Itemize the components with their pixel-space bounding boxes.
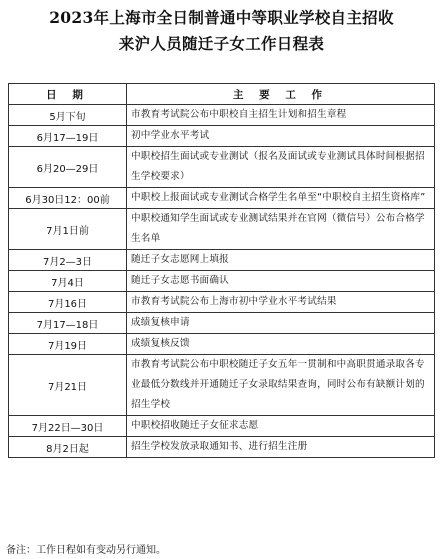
row-date: 7月1日前 [9, 209, 127, 250]
row-date: 8月2日起 [9, 437, 127, 458]
schedule-table [8, 83, 435, 458]
row-date: 7月16日 [9, 292, 127, 313]
row-date: 6月20—29日 [9, 147, 127, 188]
footnote: 备注：工作日程如有变动另行通知。 [6, 545, 166, 556]
row-date: 7月22日—30日 [9, 416, 127, 437]
row-work: 成绩复核反馈 [127, 334, 435, 355]
table-row [9, 105, 435, 126]
row-date: 6月17—19日 [9, 126, 127, 147]
row-work: 中职校上报面试或专业测试合格学生名单至“中职校自主招生资格库” [127, 188, 435, 209]
table-row [9, 147, 435, 188]
row-date: 6月30日12：00前 [9, 188, 127, 209]
row-date: 7月19日 [9, 334, 127, 355]
row-work: 中职校招收随迁子女征求志愿 [127, 416, 435, 437]
table-row [9, 334, 435, 355]
row-work: 随迁子女志愿书面确认 [127, 271, 435, 292]
row-date: 7月2—3日 [9, 250, 127, 271]
table-row [9, 416, 435, 437]
table-row [9, 126, 435, 147]
row-date: 7月4日 [9, 271, 127, 292]
row-date: 7月17—18日 [9, 313, 127, 334]
table-row [9, 313, 435, 334]
row-work: 市教育考试院公布中职校自主招生计划和招生章程 [127, 105, 435, 126]
row-work: 初中学业水平考试 [127, 126, 435, 147]
table-row [9, 292, 435, 313]
table-row [9, 355, 435, 416]
row-work: 市教育考试院公布中职校随迁子女五年一贯制和中高职贯通录取各专业最低分数线并开通随迁子女录取结果查询，同时公布有缺额计划的招生学校 [127, 355, 435, 416]
row-work: 随迁子女志愿网上填报 [127, 250, 435, 271]
row-date: 7月21日 [9, 355, 127, 416]
table-row [9, 437, 435, 458]
row-work: 招生学校发放录取通知书、进行招生注册 [127, 437, 435, 458]
row-work: 中职校通知学生面试或专业测试结果并在官网（微信号）公布合格学生名单 [127, 209, 435, 250]
table-header-row [9, 84, 435, 105]
table-row [9, 209, 435, 250]
document-title-line1: 2023年上海市全日制普通中等职业学校自主招收 [49, 8, 394, 27]
table-row [9, 188, 435, 209]
header-main-work: 主 要 工 作 [127, 84, 435, 105]
document-title-line2: 来沪人员随迁子女工作日程表 [118, 34, 325, 53]
header-date: 日 期 [9, 84, 127, 105]
row-work: 中职校招生面试或专业测试（报名及面试或专业测试具体时间根据招生学校要求） [127, 147, 435, 188]
row-work: 成绩复核申请 [127, 313, 435, 334]
row-date: 5月下旬 [9, 105, 127, 126]
table-row [9, 250, 435, 271]
row-work: 市教育考试院公布上海市初中学业水平考试结果 [127, 292, 435, 313]
table-row [9, 271, 435, 292]
